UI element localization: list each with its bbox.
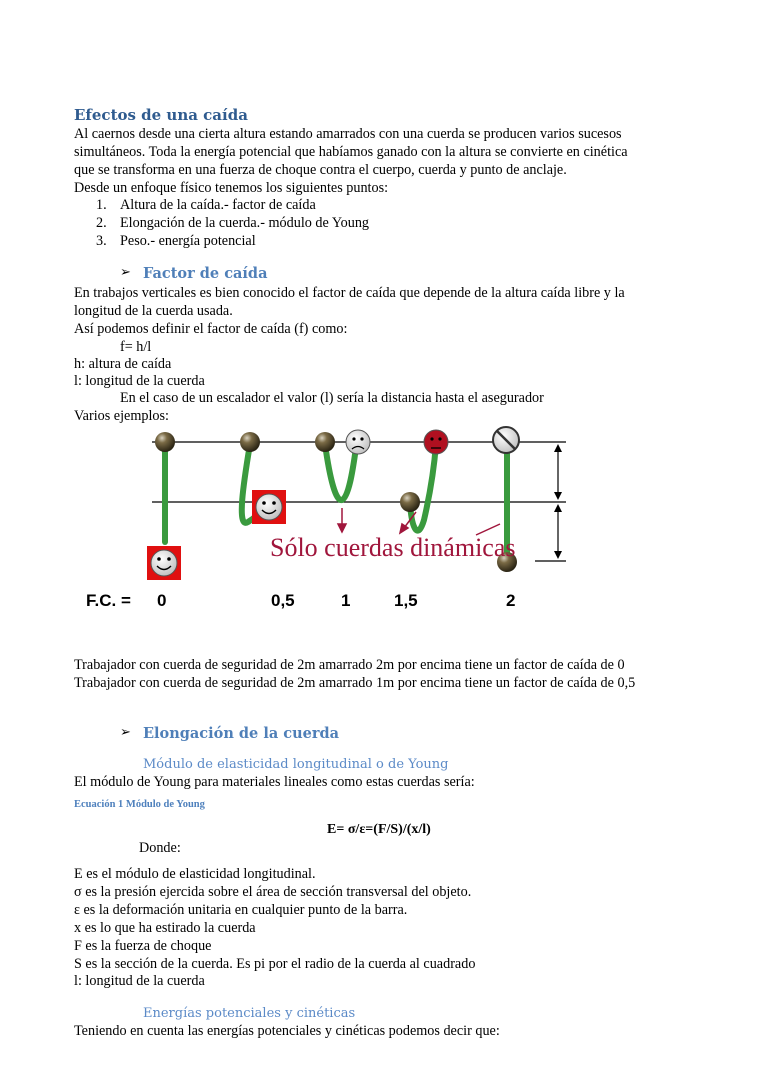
paragraph-line: simultáneos. Toda la energía potencial que habíamos ganado con la altura se convierte en cinética bbox=[74, 144, 628, 160]
example-line: Trabajador con cuerda de seguridad de 2m amarrado 1m por encima tiene un factor de caída de 0,5 bbox=[74, 675, 636, 691]
subsection-title-young: Módulo de elasticidad longitudinal o de Young bbox=[143, 757, 449, 772]
list-number: 3. bbox=[96, 233, 107, 249]
anchor-ball-icon bbox=[155, 432, 175, 452]
list-item: Peso.- energía potencial bbox=[120, 233, 256, 249]
example-line: Trabajador con cuerda de seguridad de 2m amarrado 2m por encima tiene un factor de caída de 0 bbox=[74, 657, 625, 673]
anchor-ball-icon bbox=[315, 432, 335, 452]
paragraph-line: Desde un enfoque físico tenemos los siguientes puntos: bbox=[74, 180, 389, 196]
forbidden-sign-icon bbox=[493, 427, 519, 453]
list-number: 1. bbox=[96, 197, 107, 213]
definition-line: σ es la presión ejercida sobre el área de sección transversal del objeto. bbox=[74, 884, 472, 900]
definition-line: E es el módulo de elasticidad longitudinal. bbox=[74, 866, 316, 882]
section-title-elongacion: Elongación de la cuerda bbox=[143, 725, 340, 742]
fc-value: 2 bbox=[506, 591, 516, 610]
list-item: Elongación de la cuerda.- módulo de Young bbox=[120, 215, 370, 231]
rope-fc-15 bbox=[410, 444, 436, 531]
arrow-bullet-icon: ➢ bbox=[120, 265, 131, 280]
paragraph-line: longitud de la cuerda usada. bbox=[74, 303, 233, 319]
paragraph-line: En trabajos verticales es bien conocido el factor de caída que depende de la altura caída libre y la bbox=[74, 285, 625, 301]
anchor-ball-icon bbox=[240, 432, 260, 452]
fc-value: 1 bbox=[341, 591, 351, 610]
definition-line: F es la fuerza de choque bbox=[74, 938, 212, 954]
young-equation: E= σ/ε=(F/S)/(x/l) bbox=[327, 822, 431, 837]
fc-label: F.C. = bbox=[86, 591, 131, 610]
paragraph-line: El módulo de Young para materiales lineales como estas cuerdas sería: bbox=[74, 774, 475, 790]
definition-line: S es la sección de la cuerda. Es pi por el radio de la cuerda al cuadrado bbox=[74, 956, 476, 972]
definition-l: l: longitud de la cuerda bbox=[74, 373, 205, 389]
section-title-efectos: Efectos de una caída bbox=[74, 106, 248, 124]
anchor-ball-icon bbox=[400, 492, 420, 512]
definition-h: h: altura de caída bbox=[74, 356, 172, 372]
climber-note: En el caso de un escalador el valor (l) sería la distancia hasta el asegurador bbox=[120, 390, 544, 406]
fc-value: 0,5 bbox=[271, 591, 295, 610]
list-number: 2. bbox=[96, 215, 107, 231]
sad-face-icon bbox=[346, 430, 370, 454]
definition-line: ε es la deformación unitaria en cualquier punto de la barra. bbox=[74, 902, 408, 918]
list-item: Altura de la caída.- factor de caída bbox=[120, 197, 316, 213]
examples-label: Varios ejemplos: bbox=[74, 408, 169, 424]
equation-caption: Ecuación 1 Módulo de Young bbox=[74, 799, 205, 810]
paragraph-line: que se transforma en una fuerza de choque contra el cuerpo, cuerda y punto de anclaje. bbox=[74, 162, 567, 178]
happy-face-icon bbox=[147, 546, 181, 580]
section-title-factor: Factor de caída bbox=[143, 265, 268, 282]
arrow-bullet-icon: ➢ bbox=[120, 725, 131, 740]
fc-value: 1,5 bbox=[394, 591, 418, 610]
paragraph-line: Así podemos definir el factor de caída (f) como: bbox=[74, 321, 348, 337]
fall-factor-figure bbox=[0, 420, 768, 620]
paragraph-line: Al caernos desde una cierta altura estando amarrados con una cuerda se producen varios sucesos bbox=[74, 126, 622, 142]
dynamic-ropes-banner: Sólo cuerdas dinámicas bbox=[270, 533, 516, 562]
definition-line: x es lo que ha estirado la cuerda bbox=[74, 920, 256, 936]
subsection-title-energias: Energías potenciales y cinéticas bbox=[143, 1006, 356, 1021]
definition-line: l: longitud de la cuerda bbox=[74, 973, 205, 989]
donde-label: Donde: bbox=[139, 840, 181, 856]
paragraph-line: Teniendo en cuenta las energías potenciales y cinéticas podemos decir que: bbox=[74, 1023, 500, 1039]
fc-value: 0 bbox=[157, 591, 167, 610]
angry-face-icon bbox=[424, 430, 448, 454]
formula-fall-factor: f= h/l bbox=[120, 339, 152, 355]
happy-face-icon bbox=[252, 490, 286, 524]
